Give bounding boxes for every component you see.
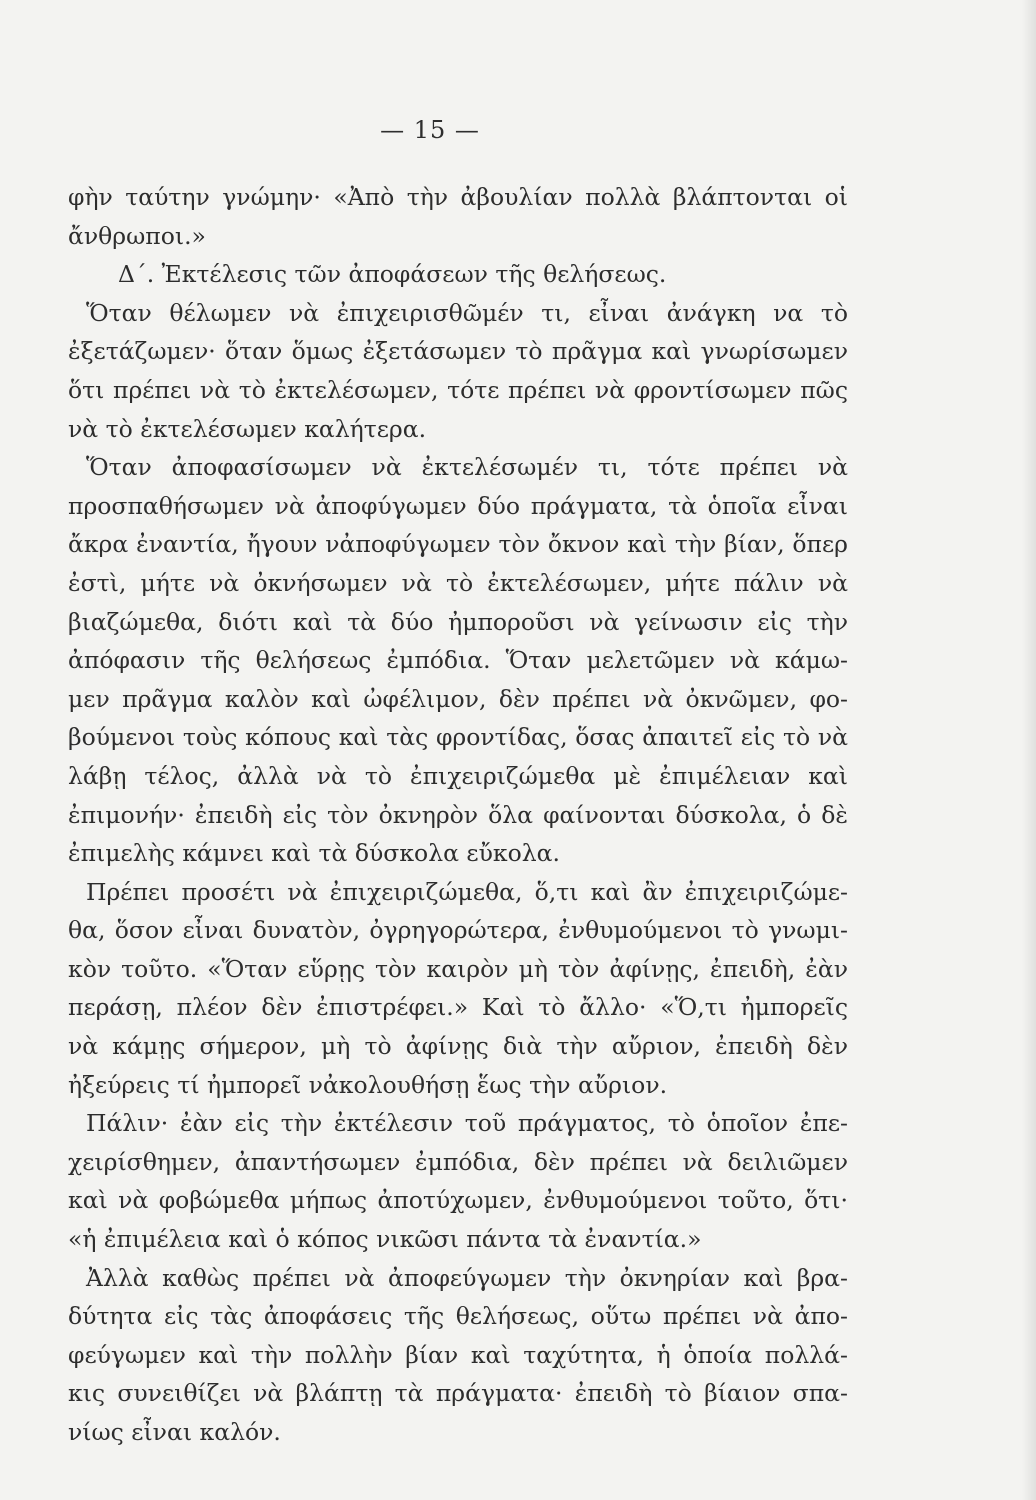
text-line: νίως εἶναι καλόν. — [68, 1418, 281, 1446]
text-line: θα, ὅσον εἶναι δυνατὸν, ὀγρηγορώτερα, ἐνθυμούμενοι τὸ γνωμι- — [68, 916, 848, 945]
text-line: νὰ τὸ ἐκτελέσωμεν καλήτερα. — [68, 414, 427, 443]
text-line: βιαζώμεθα, διότι καὶ τὰ δύο ἠμποροῦσι νὰ γείνωσιν εἰς τὴν — [68, 607, 848, 636]
text-line: χειρίσθημεν, ἀπαντήσωμεν ἐμπόδια, δὲν πρέπει νὰ δειλιῶμεν — [68, 1147, 848, 1176]
text-line: μεν πρᾶγμα καλὸν καὶ ὠφέλιμον, δὲν πρέπει νὰ ὀκνῶμεν, φο- — [68, 684, 848, 713]
text-line: ἐπιμελὴς κάμνει καὶ τὰ δύσκολα εὔκολα. — [68, 839, 560, 868]
text-line: βούμενοι τοὺς κόπους καὶ τὰς φροντίδας, ὅσας ἀπαιτεῖ εἰς τὸ νὰ — [68, 723, 848, 752]
text-line: φεύγωμεν καὶ τὴν πολλὴν βίαν καὶ ταχύτητα, ἡ ὁποία πολλά- — [68, 1340, 848, 1369]
page-number: — 15 — — [380, 116, 480, 144]
text-line: ἐξετάζωμεν· ὅταν ὅμως ἐξετάσωμεν τὸ πρᾶγμα καὶ γνωρίσωμεν — [68, 337, 848, 366]
text-line: νὰ κάμῃς σήμερον, μὴ τὸ ἀφίνῃς διὰ τὴν αὔριον, ἐπειδὴ δὲν — [68, 1032, 848, 1061]
text-line: δύτητα εἰς τὰς ἀποφάσεις τῆς θελήσεως, οὕτω πρέπει νὰ ἀπο- — [68, 1302, 848, 1331]
page-edge-shadow — [1022, 0, 1036, 1500]
text-line: ἄνθρωποι.» — [68, 221, 206, 250]
text-line: «ἡ ἐπιμέλεια καὶ ὁ κόπος νικῶσι πάντα τὰ ἐναντία.» — [68, 1225, 702, 1254]
text-line: Πρέπει προσέτι νὰ ἐπιχειριζώμεθα, ὅ,τι καὶ ἂν ἐπιχειριζώμε- — [86, 877, 848, 906]
body-text — [68, 178, 848, 1452]
text-line: Πάλιν· ἐὰν εἰς τὴν ἐκτέλεσιν τοῦ πράγματος, τὸ ὁποῖον ἐπε- — [86, 1109, 848, 1138]
text-line: φὴν ταύτην γνώμην· «Ἀπὸ τὴν ἀβουλίαν πολλὰ βλάπτονται οἱ — [68, 183, 848, 211]
text-line: κὸν τοῦτο. «Ὅταν εὕρῃς τὸν καιρὸν μὴ τὸν ἀφίνῃς, ἐπειδὴ, ἐὰν — [68, 954, 848, 983]
text-line: ἠξεύρεις τί ἠμπορεῖ νἀκολουθήσῃ ἕως τὴν αὔριον. — [68, 1070, 668, 1099]
text-line: ἄκρα ἐναντία, ἤγουν νἀποφύγωμεν τὸν ὄκνον καὶ τὴν βίαν, ὅπερ — [68, 530, 848, 559]
text-line: προσπαθήσωμεν νὰ ἀποφύγωμεν δύο πράγματα, τὰ ὁποῖα εἶναι — [68, 491, 848, 520]
section-heading: Δ΄. Ἐκτέλεσις τῶν ἀποφάσεων τῆς θελήσεως. — [118, 260, 667, 289]
text-line: κις συνειθίζει νὰ βλάπτῃ τὰ πράγματα· ἐπειδὴ τὸ βίαιον σπα- — [68, 1379, 848, 1408]
text-line: ἐστὶ, μήτε νὰ ὀκνήσωμεν νὰ τὸ ἐκτελέσωμεν, μήτε πάλιν νὰ — [68, 568, 848, 597]
text-line: ὅτι πρέπει νὰ τὸ ἐκτελέσωμεν, τότε πρέπει νὰ φροντίσωμεν πῶς — [68, 375, 848, 404]
text-line: περάσῃ, πλέον δὲν ἐπιστρέφει.» Καὶ τὸ ἄλλο· «Ὅ,τι ἠμπορεῖς — [68, 993, 848, 1022]
text-line: ἀπόφασιν τῆς θελήσεως ἐμπόδια. Ὅταν μελετῶμεν νὰ κάμω- — [68, 646, 848, 675]
text-line: λάβῃ τέλος, ἀλλὰ νὰ τὸ ἐπιχειριζώμεθα μὲ ἐπιμέλειαν καὶ — [68, 761, 848, 790]
text-line: καὶ νὰ φοβώμεθα μήπως ἀποτύχωμεν, ἐνθυμούμενοι τοῦτο, ὅτι· — [68, 1186, 848, 1215]
text-line: Ἀλλὰ καθὼς πρέπει νὰ ἀποφεύγωμεν τὴν ὀκνηρίαν καὶ βρα- — [86, 1263, 848, 1292]
text-line: Ὅταν ἀποφασίσωμεν νὰ ἐκτελέσωμέν τι, τότε πρέπει νὰ — [86, 453, 848, 482]
text-line: Ὅταν θέλωμεν νὰ ἐπιχειρισθῶμέν τι, εἶναι ἀνάγκη να τὸ — [86, 298, 848, 327]
text-line: ἐπιμονήν· ἐπειδὴ εἰς τὸν ὀκνηρὸν ὅλα φαίνονται δύσκολα, ὁ δὲ — [68, 800, 848, 829]
